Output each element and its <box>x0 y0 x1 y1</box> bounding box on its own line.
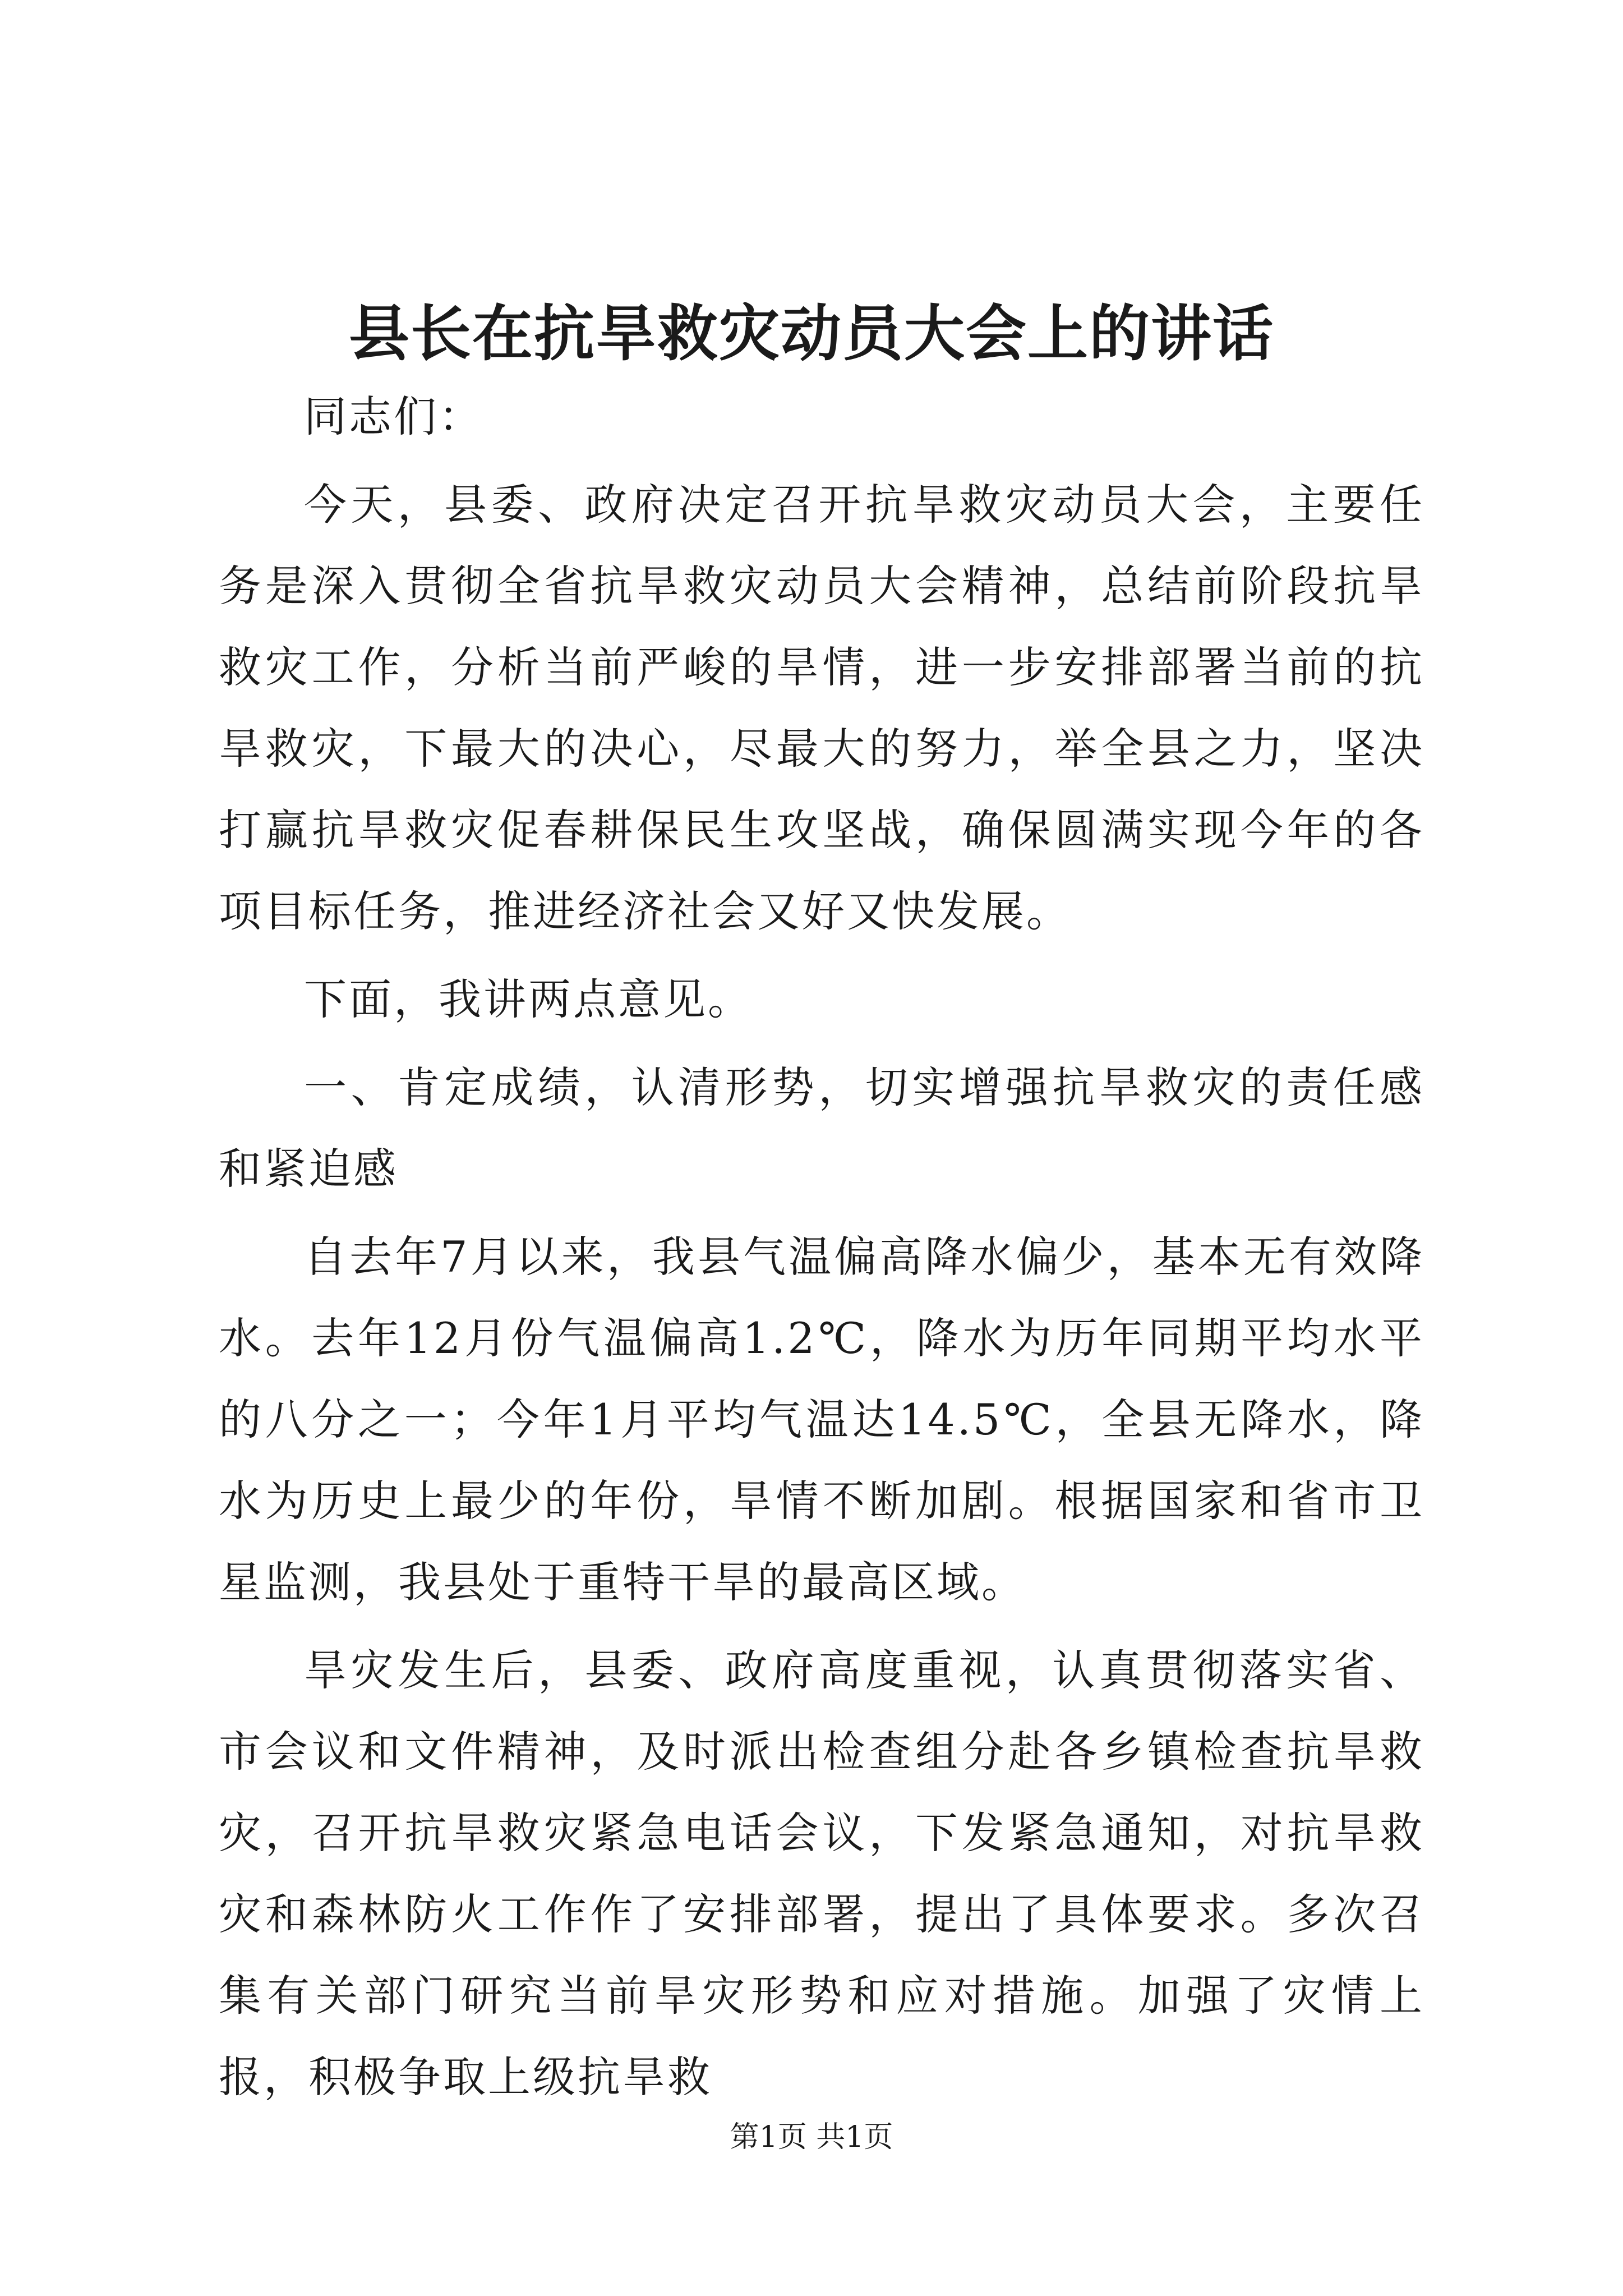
paragraph: 下面，我讲两点意见。 <box>304 974 753 1024</box>
paragraph: 自去年7月以来，我县气温偏高降水偏少，基本无有效降水。去年12月份气温偏高1.2℃，降水为历年同期平均水平的八分之一；今年1月平均气温达14.5℃，全县无降水，降水为历史上最少的年份，旱情不断加剧。根据国家和省市卫星监测，我县处于重特干旱的最高区域。 <box>219 1232 1424 1607</box>
document-body <box>219 376 1424 2124</box>
paragraph-salutation: 同志们： <box>304 392 483 441</box>
paragraph: 今天，县委、政府决定召开抗旱救灾动员大会，主要任务是深入贯彻全省抗旱救灾动员大会精神，总结前阶段抗旱救灾工作，分析当前严峻的旱情，进一步安排部署当前的抗旱救灾，下最大的决心，尽最大的努力，举全县之力，坚决打赢抗旱救灾促春耕保民生攻坚战，确保圆满实现今年的各项目标任务，推进经济社会又好又快发展。 <box>219 480 1424 936</box>
page-number-footer: 第1页 共1页 <box>730 2120 893 2154</box>
section-heading: 一、肯定成绩，认清形势，切实增强抗旱救灾的责任感和紧迫感 <box>219 1062 1424 1194</box>
document-title: 县长在抗旱救灾动员大会上的讲话 <box>348 298 1274 369</box>
paragraph: 旱灾发生后，县委、政府高度重视，认真贯彻落实省、市会议和文件精神，及时派出检查组分赴各乡镇检查抗旱救灾，召开抗旱救灾紧急电话会议，下发紧急通知，对抗旱救灾和森林防火工作作了安排部署，提出了具体要求。多次召集有关部门研究当前旱灾形势和应对措施。加强了灾情上报，积极争取上级抗旱救 <box>219 1645 1424 2102</box>
